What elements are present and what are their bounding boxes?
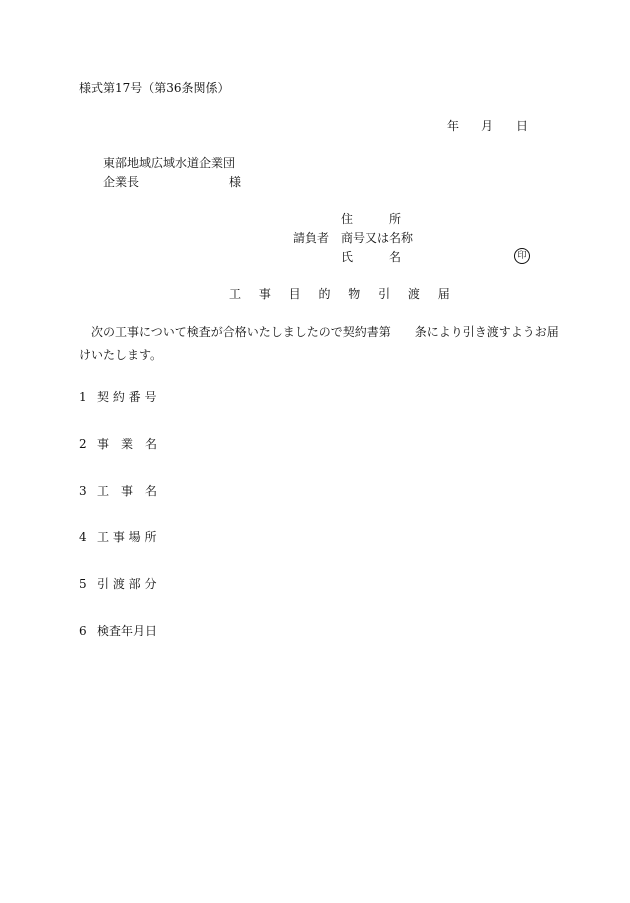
item-3-number: 3 [79,484,87,498]
seal-mark: 印 [514,248,530,264]
item-2-number: 2 [79,437,87,451]
document-title: 工 事 目 的 物 引 渡 届 [229,287,454,301]
body-line-2: けいたします。 [79,348,163,362]
body-line-1: 次の工事について検査が合格いたしましたので契約書第 条により引き渡すようお届 [91,325,559,339]
item-6-number: 6 [79,624,87,638]
contractor-name-label: 氏 名 [341,250,402,264]
form-number: 様式第17号（第36条関係） [79,81,230,95]
item-4-number: 4 [79,530,87,544]
addressee-title: 企業長 [103,175,140,189]
contractor-company-label: 商号又は名称 [341,231,414,245]
item-2-label: 事 業 名 [97,437,158,451]
date-month-label: 月 [481,119,494,133]
item-4-label: 工 事 場 所 [97,530,157,544]
addressee-org: 東部地域広域水道企業団 [103,156,236,170]
item-1-label: 契 約 番 号 [97,390,157,404]
item-6-label: 検査年月日 [97,624,158,638]
contractor-role: 請負者 [293,231,330,245]
date-year-label: 年 [447,119,460,133]
contractor-address-label: 住 所 [341,212,402,226]
addressee-honorific: 様 [229,175,242,189]
date-day-label: 日 [516,119,529,133]
item-1-number: 1 [79,390,87,404]
item-5-number: 5 [79,577,87,591]
item-5-label: 引 渡 部 分 [97,577,157,591]
item-3-label: 工 事 名 [97,484,158,498]
